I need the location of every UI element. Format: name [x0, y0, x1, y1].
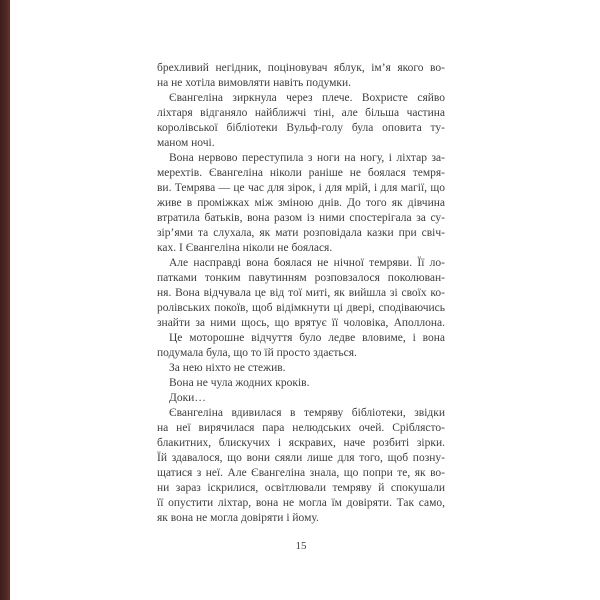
text-line: втратила батьків, вона разом із ними спостерігала за су-: [157, 212, 445, 224]
text-line: живе в проміжках між зміною днів. До того як дівчина: [157, 197, 445, 209]
text-line: патками тонким павутинням розповзалося поколюван-: [157, 272, 445, 284]
text-line: королівської бібліотеки Вульф-голу була оповита ту-: [157, 122, 445, 134]
text-line: ня. Вона відчувала це від тої миті, як вийшла зі своїх ко-: [157, 287, 445, 299]
text-line: мерехтів. Євангеліна ніколи раніше не боялася темря-: [157, 167, 445, 179]
text-line: Але насправді вона боялася не нічної темряви. Її ло-: [169, 257, 445, 269]
spine-edge: [0, 0, 10, 600]
text-line: щатися з неї. Але Євангеліна знала, що попри те, як во-: [157, 467, 445, 479]
text-line: знайти за ними щось, що врятує її чоловіка, Аполлона.: [157, 317, 445, 329]
text-line: ліхтаря відганяло найближчі тіні, але більша частина: [157, 107, 445, 119]
text-line: на неї вирячилася пара нелюдських очей. Сріблясто-: [157, 422, 445, 434]
body-text: [157, 61, 445, 526]
text-line: Вона не чула жодних кроків.: [169, 377, 310, 389]
text-line: її опустити ліхтар, вона не могла їм довіряти. Так само,: [157, 497, 445, 509]
text-line: Доки…: [169, 392, 206, 404]
text-line: ках. І Євангеліна ніколи не боялася.: [157, 242, 333, 254]
text-line: на не хотіла вимовляти навіть подумки.: [157, 77, 352, 89]
text-line: Євангеліна зиркнула через плече. Вохристе сяйво: [169, 92, 445, 104]
text-line: брехливий негідник, поціновувач яблук, ім’я якого во-: [157, 62, 445, 74]
text-line: Їй здавалося, що вони сяяли лише для того, щоб позну-: [157, 452, 445, 464]
text-line: Це моторошне відчуття було ледве вловиме, і вона: [169, 332, 445, 344]
text-line: За нею ніхто не стежив.: [169, 362, 286, 374]
text-line: зір’ями та слухала, як мати розповідала казки при свіч-: [157, 227, 445, 239]
text-line: ролівських покоїв, щоб відімкнути ці двері, сподіваючись: [157, 302, 445, 314]
text-line: маном ночі.: [157, 137, 215, 149]
page-number: 15: [295, 540, 307, 552]
text-line: Вона нервово переступила з ноги на ногу, і ліхтар за-: [169, 152, 445, 164]
text-line: ни зараз іскрилися, освітлювали темряву й спокушали: [157, 482, 445, 494]
text-line: подумала була, що то їй просто здається.: [157, 347, 357, 359]
text-line: як вона не могла довіряти і йому.: [157, 512, 319, 524]
text-line: Євангеліна вдивилася в темряву бібліотеки, звідки: [169, 407, 445, 419]
text-line: блакитних, блискучих і яскравих, наче розбиті зірки.: [157, 437, 445, 449]
text-line: ви. Темрява — це час для зірок, і для мрій, і для магії, що: [157, 182, 445, 194]
